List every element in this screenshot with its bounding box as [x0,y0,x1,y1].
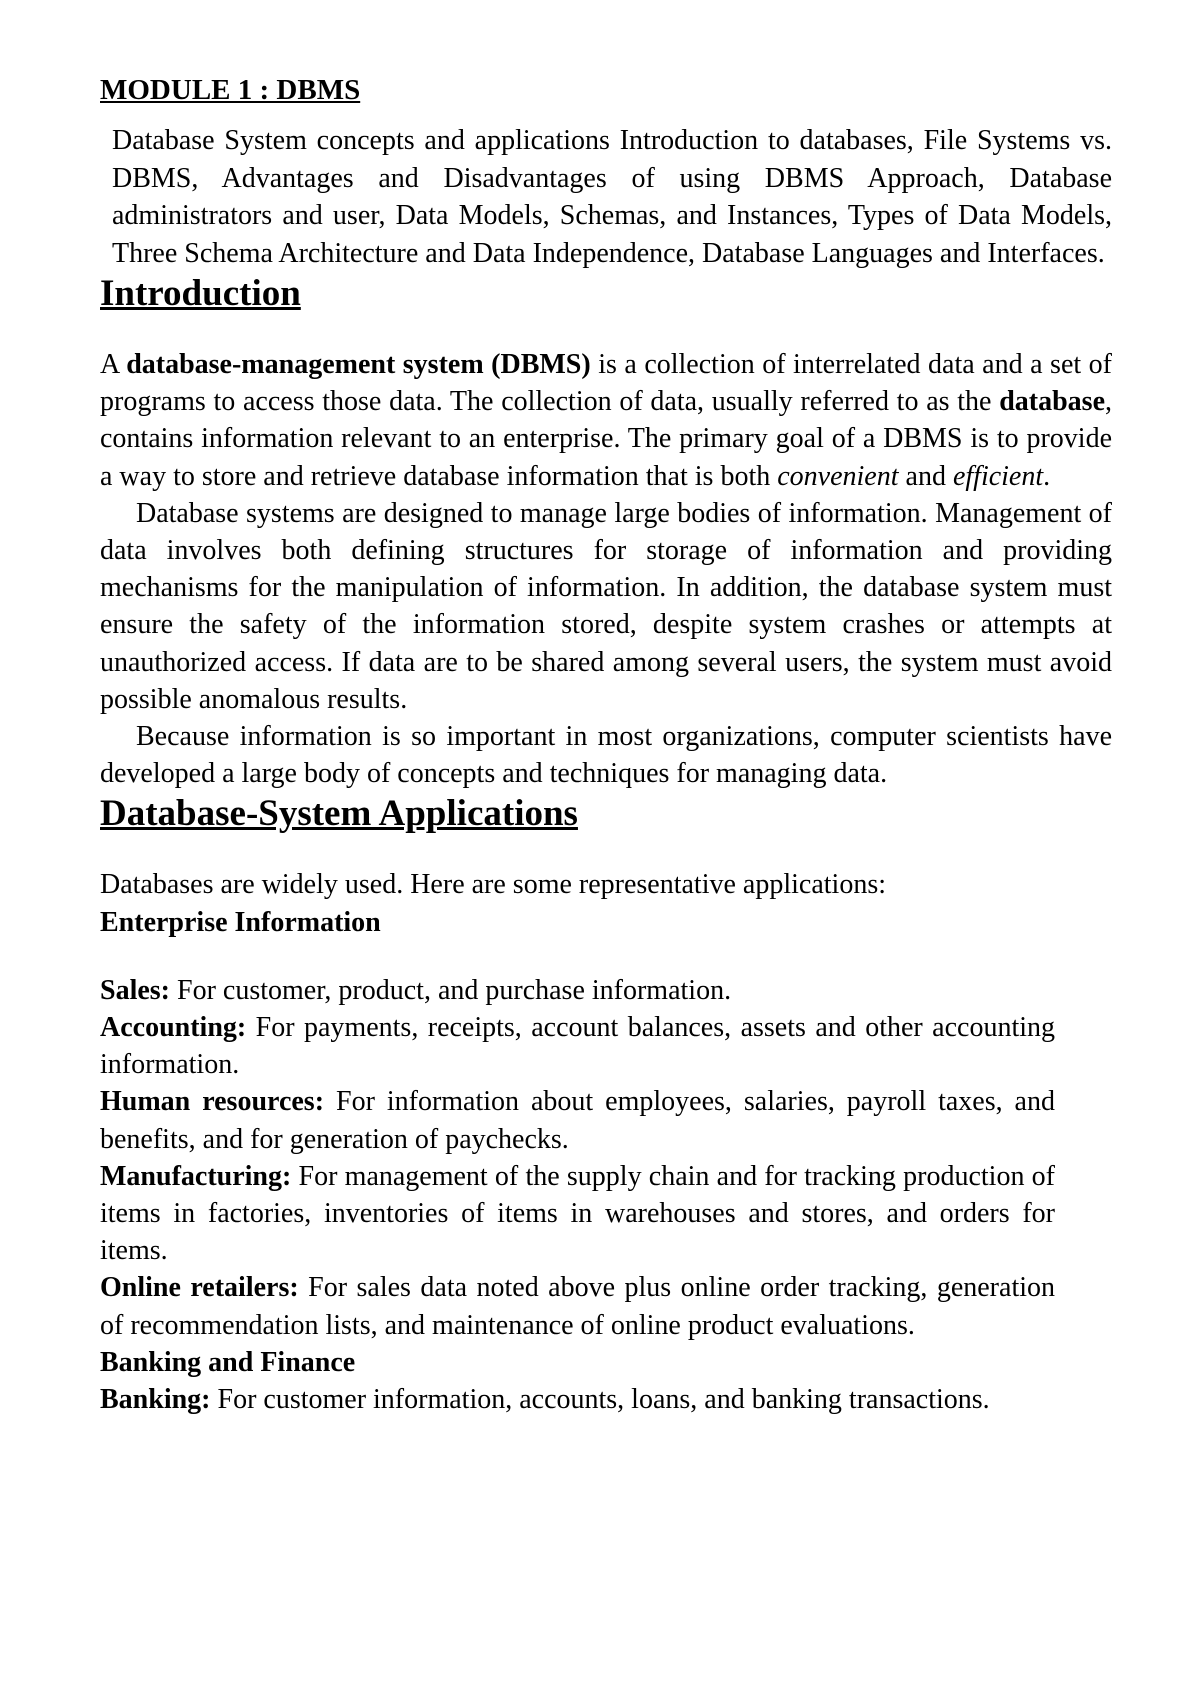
entry-label: Online retailers: [100,1272,299,1304]
syllabus-paragraph: Database System concepts and applications Introduction to databases, File Systems vs. DBMS, Advantages and Disadvantages of using DBMS Approach, Database administrators and user, Data Models, Schemas, and Instances, Types of Data Models, Three Schema Architecture and Data Independence, Database Languages and Interfaces. [112,125,1112,269]
entry-text: For customer, product, and purchase information. [170,974,732,1006]
entry-text: For management of the supply chain and for tracking production of items in factories, inventories of items in warehouses and stores, and orders for items. [100,1160,1055,1267]
entry-label: Sales: [100,974,170,1006]
applications-intro: Databases are widely used. Here are some representative applications: [100,869,886,901]
application-entry-accounting [100,1009,1055,1083]
entry-text: For payments, receipts, account balances, assets and other accounting information. [100,1012,1055,1081]
spacer [100,316,1112,346]
application-entry-manufacturing [100,1158,1055,1270]
text-run: and [898,460,953,492]
application-entry-banking [100,1381,1055,1418]
text-run: . [1043,460,1051,492]
introduction-paragraph-3: Because information is so important in most organizations, computer scientists have developed a large body of concepts and techniques for managing data. [100,721,1112,790]
entry-text: For sales data noted above plus online order tracking, generation of recommendation lists, and maintenance of online product evaluations. [100,1272,1055,1341]
bold-term-dbms: database-management system (DBMS) [126,349,591,380]
banking-finance-title: Banking and Finance [100,1346,356,1378]
italic-term-efficient: efficient [952,460,1044,492]
application-entry-sales [100,972,1055,1009]
entry-label: Accounting: [100,1012,247,1044]
text-run: A [100,349,127,380]
entry-text: For information about employees, salaries, payroll taxes, and benefits, and for generation of paychecks. [100,1086,1055,1155]
entry-text: For customer information, accounts, loans, and banking transactions. [210,1384,990,1416]
bold-term-database: database [999,386,1105,418]
application-entry-online-retailers [100,1269,1055,1343]
introduction-paragraph-2: Database systems are designed to manage large bodies of information. Management of data involves both defining structures for storage of information and providing mechanisms for the manipulation of information. In addition, the database system must ensure the safety of the information stored, despite system crashes or attempts at unauthorized access. If data are to be shared among several users, the system must avoid possible anomalous results. [100,497,1112,715]
spacer [100,941,1112,972]
document-page [100,72,1112,1418]
spacer [100,836,1112,866]
entry-label: Manufacturing: [100,1160,292,1192]
introduction-heading: Introduction [100,273,301,314]
italic-term-convenient: convenient [777,460,899,492]
introduction-paragraph-1 [100,346,1112,495]
entry-label: Human resources: [100,1086,325,1118]
entry-label: Banking: [100,1384,211,1416]
application-entry-human-resources [100,1083,1055,1157]
enterprise-information-title: Enterprise Information [100,906,381,938]
applications-heading: Database-System Applications [100,793,578,835]
text-run: , contains information relevant to an enterprise. The primary goal of a DBMS is to provide a way to store and retrieve database information that is both [100,386,1112,492]
module-title: MODULE 1 : DBMS [100,74,361,106]
text-run: is a collection of interrelated data and a set of programs to access those data. The collection of data, usually referred to as the [100,349,1112,418]
